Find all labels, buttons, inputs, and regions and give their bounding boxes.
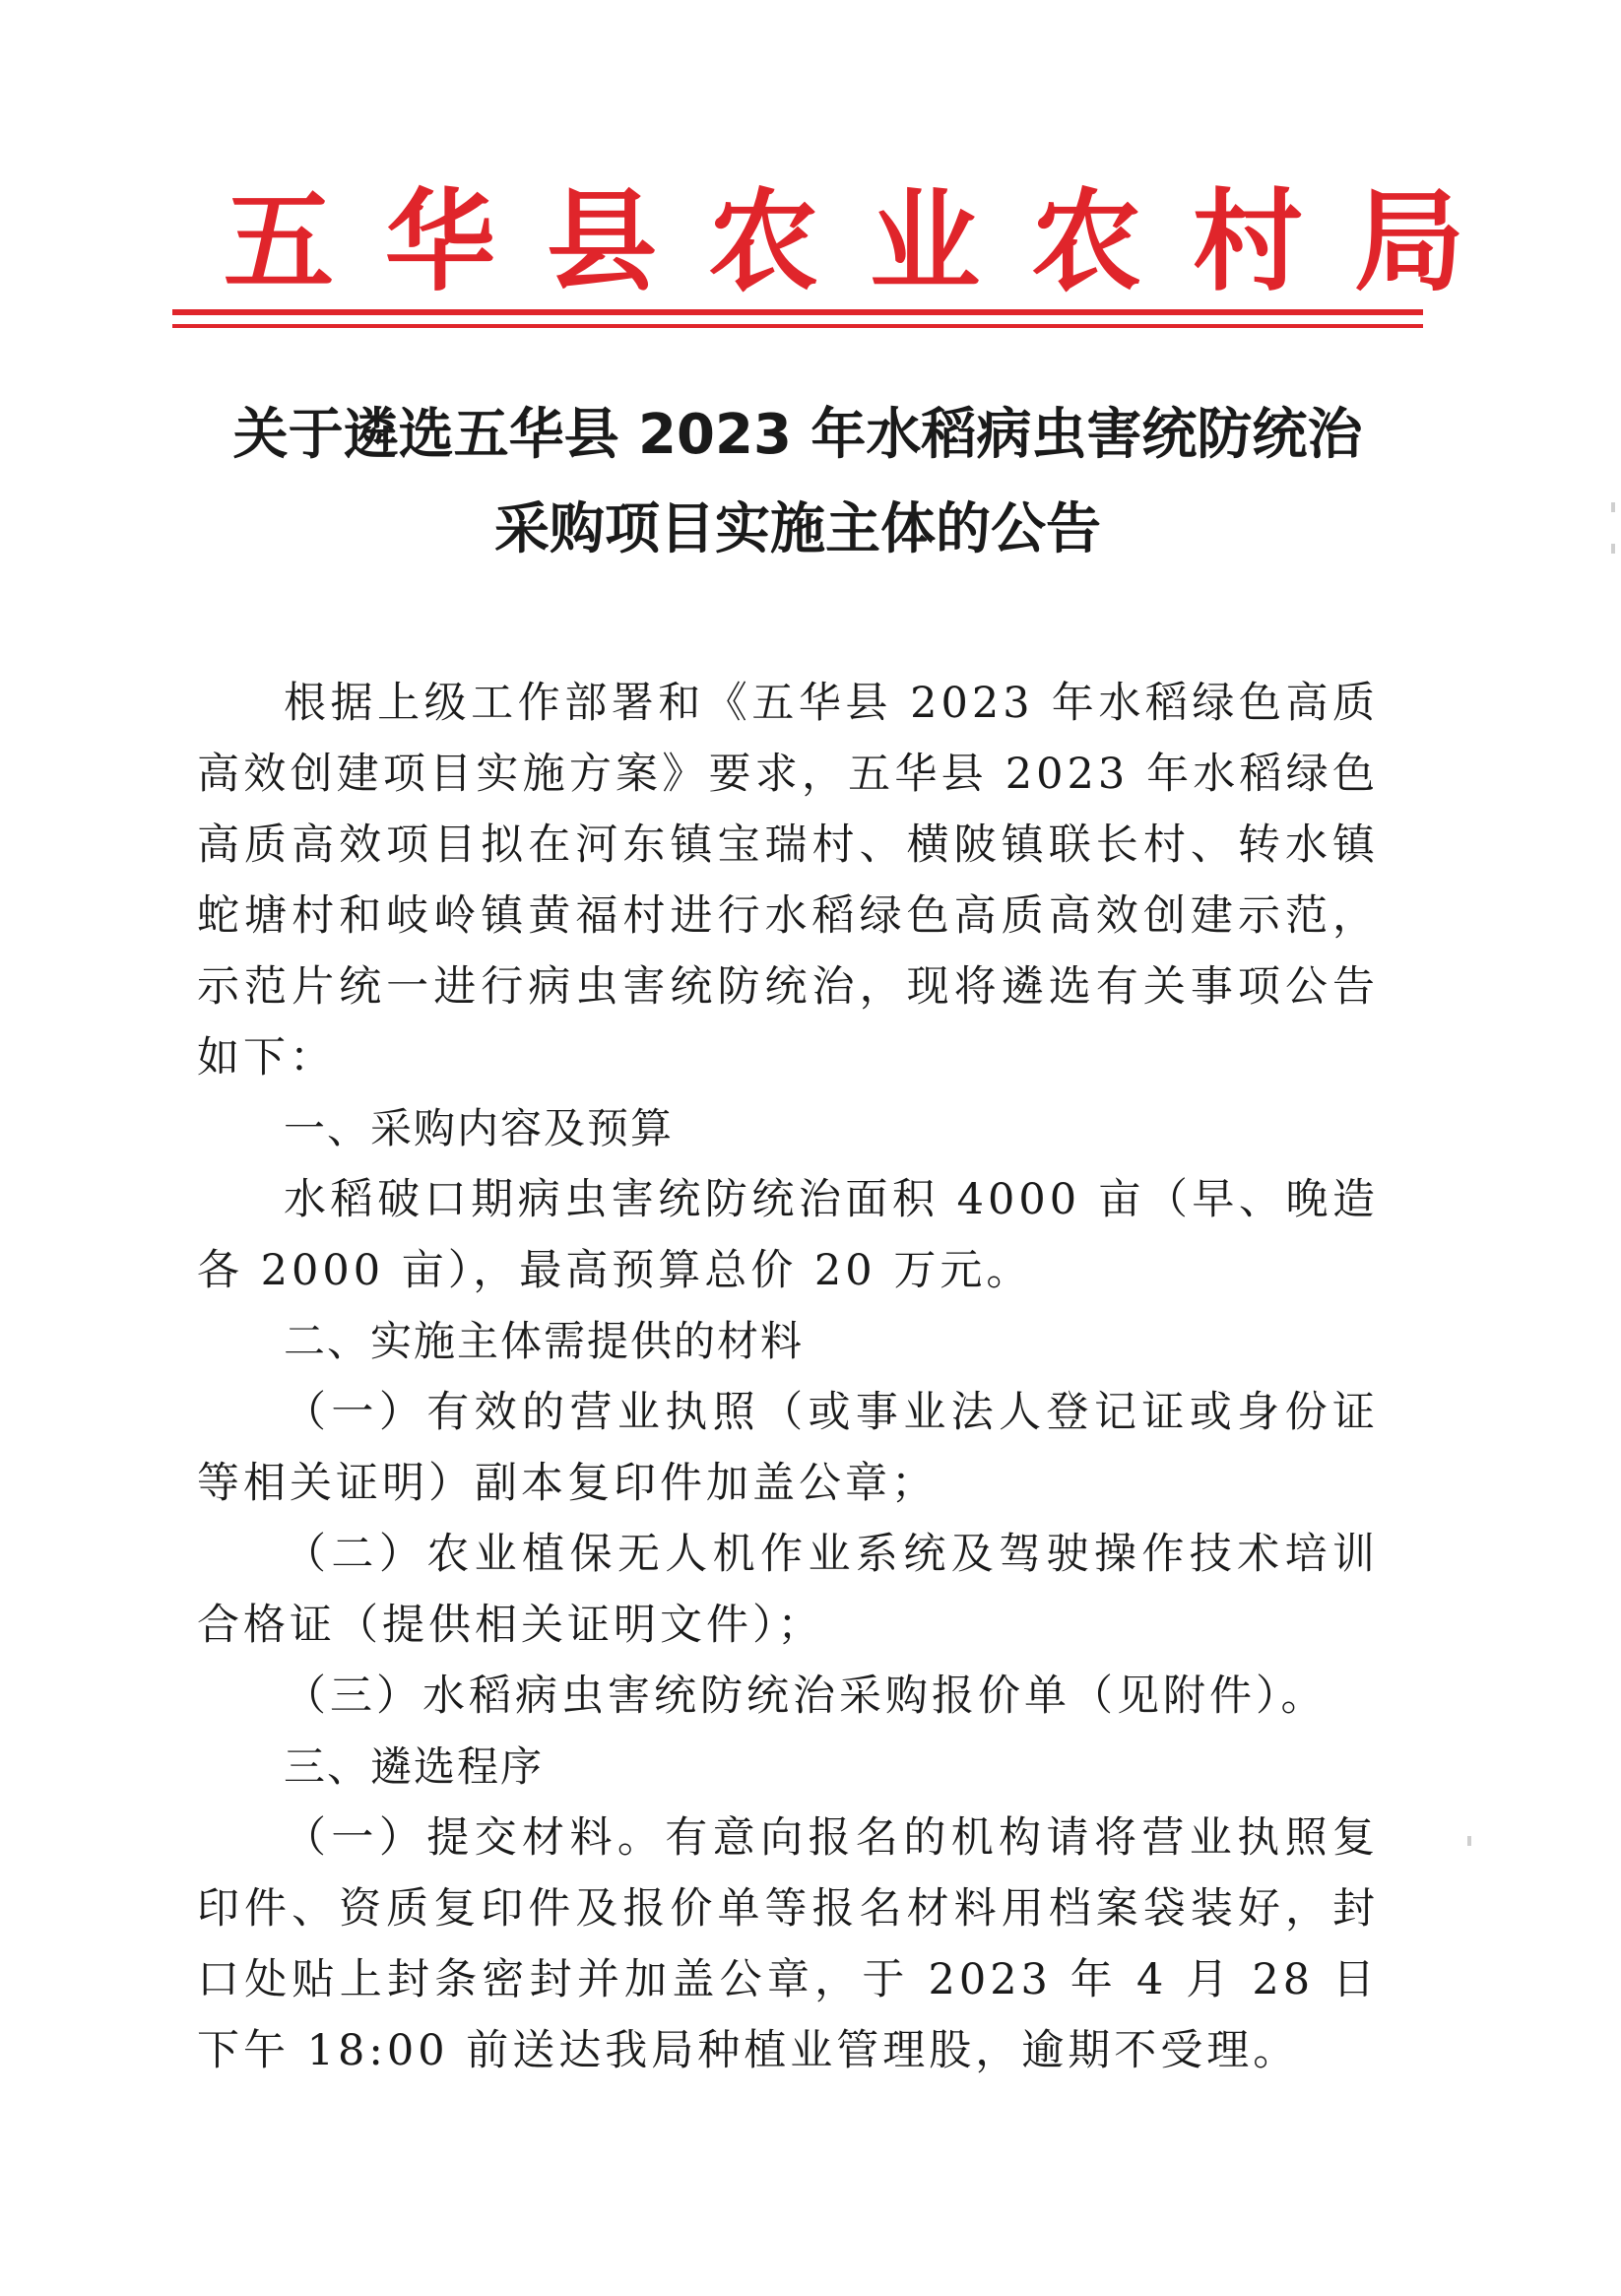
section-heading: 一、采购内容及预算 (284, 1104, 675, 1152)
section-heading: 二、实施主体需提供的材料 (284, 1317, 805, 1365)
title-line-1: 关于遴选五华县 2023 年水稻病虫害统防统治 (232, 403, 1363, 467)
section-paragraph: （一）有效的营业执照（或事业法人登记证或身份证等相关证明）副本复印件加盖公章； (197, 1388, 1379, 1508)
letterhead-rule-thin (172, 324, 1423, 328)
agency-letterhead: 五华县农业农村局 (224, 177, 1516, 306)
section-paragraph: （二）农业植保无人机作业系统及驾驶操作技术培训合格证（提供相关证明文件）； (197, 1530, 1379, 1650)
scan-edge-mark (1467, 1836, 1471, 1846)
title-line-2: 采购项目实施主体的公告 (494, 497, 1101, 561)
letterhead-rule-thick (172, 309, 1423, 315)
section-heading: 三、遴选程序 (284, 1742, 545, 1791)
document-body (197, 668, 1379, 2086)
document-title (172, 388, 1423, 577)
intro-paragraph: 根据上级工作部署和《五华县 2023 年水稻绿色高质高效创建项目实施方案》要求，五华县 2023 年水稻绿色高质高效项目拟在河东镇宝瑞村、横陂镇联长村、转水镇蛇塘村和岐岭镇黄福村进行水稻绿色高质高效创建示范，示范片统一进行病虫害统防统治，现将遴选有关事项公告如下： (197, 679, 1379, 1082)
section-paragraph: （一）提交材料。有意向报名的机构请将营业执照复印件、资质复印件及报价单等报名材料用档案袋装好，封口处贴上封条密封并加盖公章，于 2023 年 4 月 28 日下午 18:00 前送达我局种植业管理股，逾期不受理。 (197, 1813, 1379, 2075)
section-paragraph: （三）水稻病虫害统防统治采购报价单（见附件）。 (284, 1672, 1328, 1721)
scan-edge-mark (1611, 502, 1615, 512)
section-paragraph: 水稻破口期病虫害统防统治面积 4000 亩（早、晚造各 2000 亩），最高预算总价 20 万元。 (197, 1175, 1379, 1295)
scan-edge-mark (1611, 544, 1615, 554)
